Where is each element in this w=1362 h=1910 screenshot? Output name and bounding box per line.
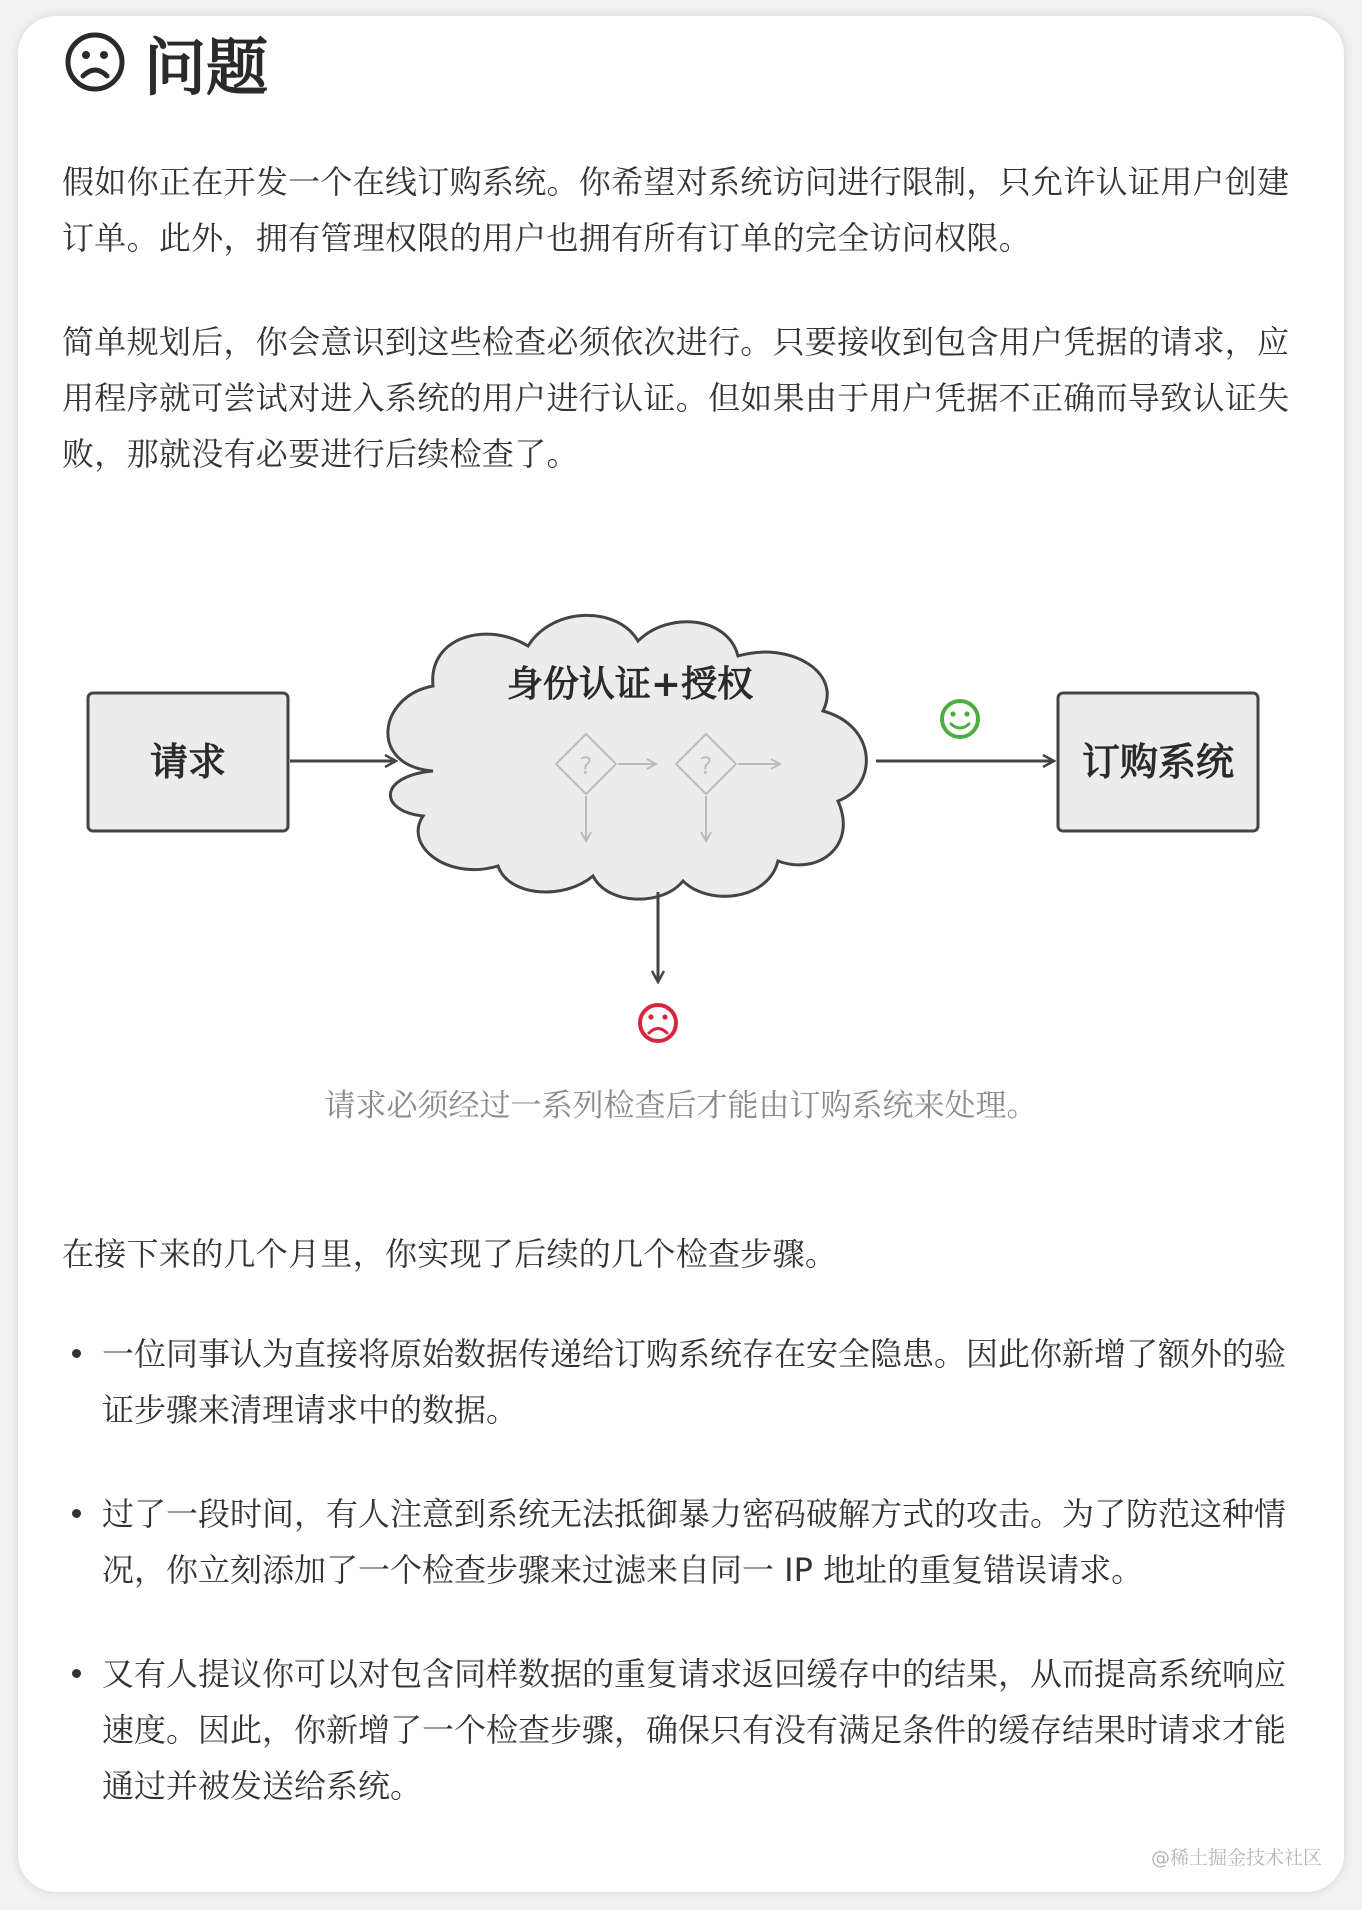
section-title: 问题	[144, 30, 269, 104]
article-card	[18, 16, 1344, 1892]
list-item: 又有人提议你可以对包含同样数据的重复请求返回缓存中的结果，从而提高系统响应速度。因此，你新增了一个检查步骤，确保只有没有满足条件的缓存结果时请求才能通过并被发送给系统。	[102, 1646, 1302, 1814]
decision-symbol-1: ?	[579, 752, 593, 780]
bullet-list	[102, 1326, 1302, 1862]
order-system-box	[1058, 693, 1258, 831]
paragraph-1: 假如你正在开发一个在线订购系统。你希望对系统访问进行限制，只允许认证用户创建订单。此外，拥有管理权限的用户也拥有所有订单的完全访问权限。	[62, 163, 1290, 257]
list-item: 过了一段时间，有人注意到系统无法抵御暴力密码破解方式的攻击。为了防范这种情况，你立刻添加了一个检查步骤来过滤来自同一 IP 地址的重复错误请求。	[102, 1486, 1302, 1598]
paragraph-3: 在接下来的几个月里，你实现了后续的几个检查步骤。	[62, 1235, 838, 1273]
diagram-caption: 请求必须经过一系列检查后才能由订购系统来处理。	[324, 1088, 1038, 1124]
section-heading	[64, 20, 268, 104]
cloud-label: 身份认证+授权	[506, 664, 754, 705]
paragraph-2: 简单规划后，你会意识到这些检查必须依次进行。只要接收到包含用户凭据的请求，应用程序就可尝试对进入系统的用户进行认证。但如果由于用户凭据不正确而导致认证失败，那就没有必要进行后续检查了。	[62, 323, 1290, 473]
order-system-label: 订购系统	[1081, 740, 1235, 784]
frown-face-icon	[64, 31, 126, 93]
decision-symbol-2: ?	[699, 752, 713, 780]
request-label: 请求	[149, 740, 227, 784]
watermark: @稀土掘金技术社区	[1150, 1847, 1322, 1869]
auth-cloud	[388, 615, 866, 899]
flow-diagram	[18, 586, 1344, 1056]
list-item: 一位同事认为直接将原始数据传递给订购系统存在安全隐患。因此你新增了额外的验证步骤来清理请求中的数据。	[102, 1326, 1302, 1438]
frown-face-failure-icon	[640, 1005, 676, 1041]
request-box	[88, 693, 288, 831]
smile-face-icon	[942, 701, 978, 737]
